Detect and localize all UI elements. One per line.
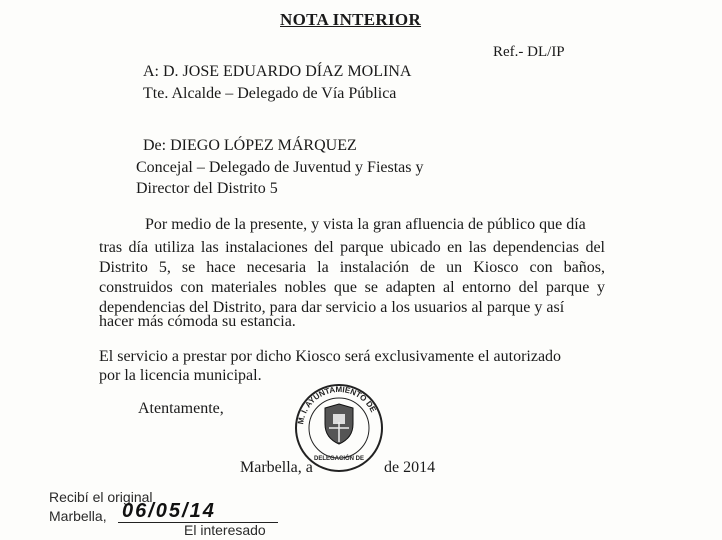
memo-title: NOTA INTERIOR	[280, 10, 422, 29]
paragraph-1-last-line: hacer más cómoda su estancia.	[99, 313, 296, 330]
paragraph-2-last-line: por la licencia municipal.	[99, 367, 262, 384]
recipient-role: Tte. Alcalde – Delegado de Vía Pública	[143, 85, 397, 102]
sender-role-1: Concejal – Delegado de Juventud y Fiestas y	[136, 159, 424, 176]
date-place: Marbella, a	[240, 459, 313, 476]
reference-code: Ref.- DL/IP	[493, 44, 565, 60]
paragraph-1-body: tras día utiliza las instalaciones del parque ubicado en las dependencias del Distrito 5, se hace necesaria la instalación de un Kiosco con baños, construidos con materiales nobles que se adapten al entorno del parque y dependencias del Distrito, para dar servicio a los usuarios al parque y así	[99, 239, 605, 316]
recipient-line: A: D. JOSE EDUARDO DÍAZ MOLINA	[143, 63, 412, 80]
date-year: de 2014	[384, 459, 436, 476]
paragraph-1-first-line: Por medio de la presente, y vista la gran afluencia de público que día	[145, 216, 586, 233]
closing: Atentamente,	[138, 400, 224, 417]
receipt-place: Marbella,	[49, 508, 107, 524]
receipt-handwritten-date: 06/05/14	[122, 500, 216, 522]
svg-text:DELEGACIÓN DE: DELEGACIÓN DE	[313, 456, 365, 462]
receipt-signatory: El interesado	[184, 522, 266, 538]
municipal-seal-stamp	[293, 382, 385, 474]
receipt-label: Recibí el original	[49, 489, 153, 505]
paragraph-2: El servicio a prestar por dicho Kiosco será exclusivamente el autorizado	[99, 348, 562, 365]
svg-text:M. I. AYUNTAMIENTO DE: M. I. AYUNTAMIENTO DE	[296, 384, 378, 425]
sender-line: De: DIEGO LÓPEZ MÁRQUEZ	[143, 137, 357, 154]
sender-role-2: Director del Distrito 5	[136, 180, 278, 197]
